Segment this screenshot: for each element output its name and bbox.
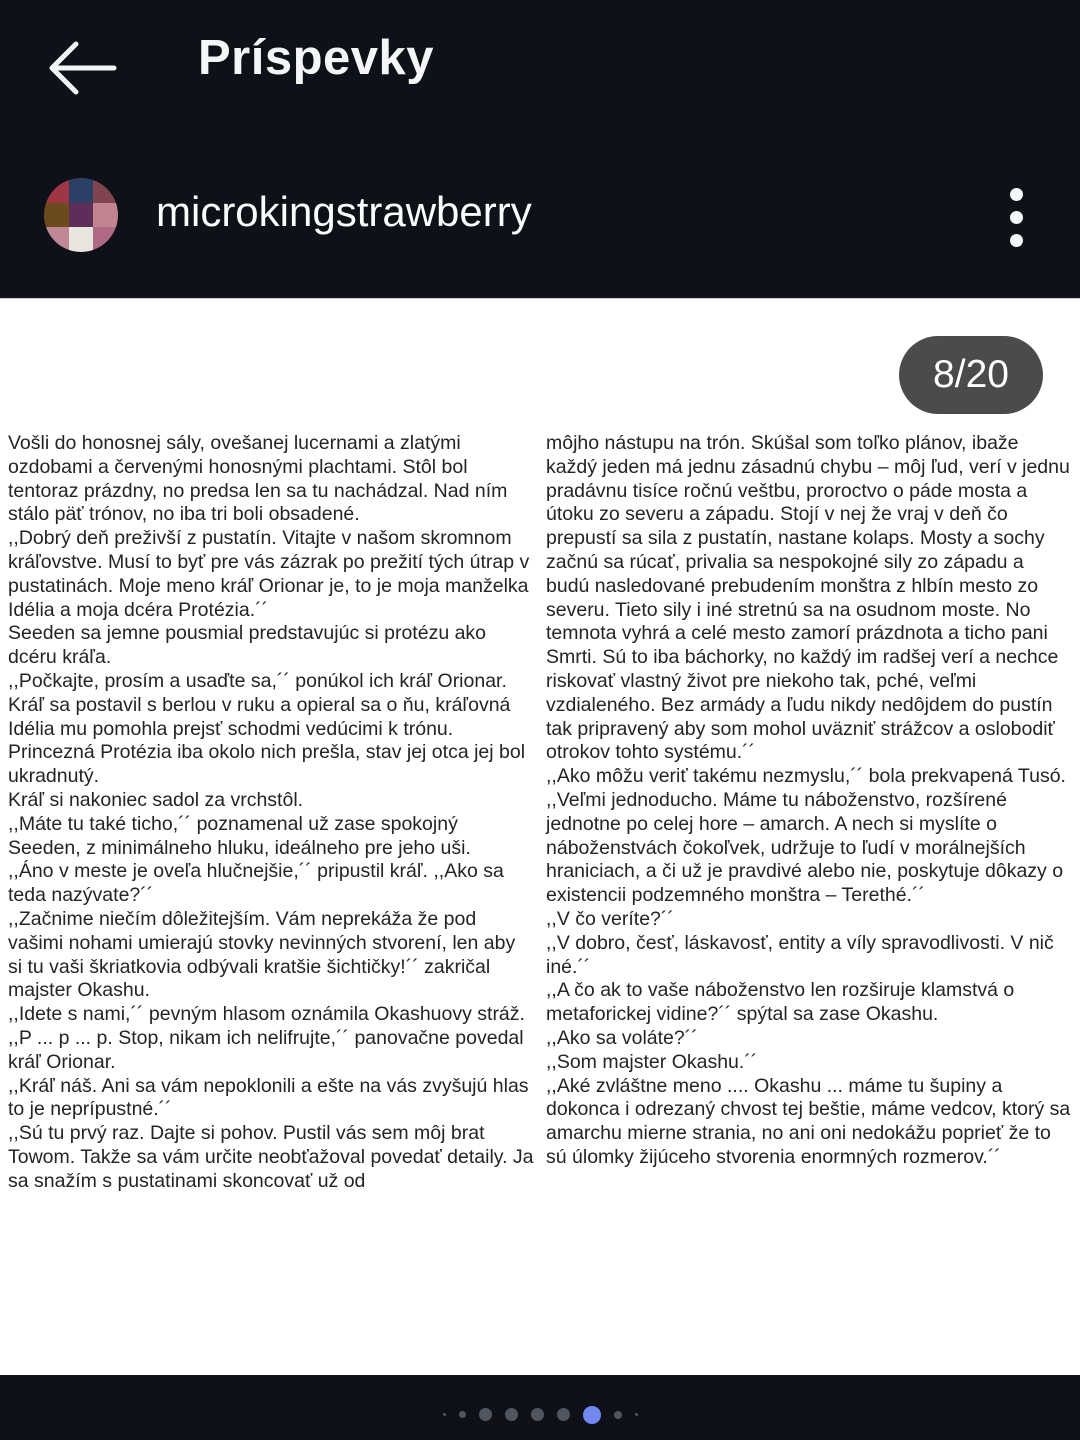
carousel-dot xyxy=(479,1408,492,1421)
carousel-dot xyxy=(635,1413,638,1416)
more-options-button[interactable] xyxy=(992,184,1040,250)
back-button[interactable] xyxy=(42,36,120,100)
avatar-collage-cell xyxy=(93,227,118,252)
avatar-collage-cell xyxy=(93,203,118,228)
paragraph: ,,Sú tu prvý raz. Dajte si pohov. Pustil vás sem môj brat Towom. Takže sa vám určite neobťažoval povedať detaily. Ja sa snažím s pustatinami skoncovať už od xyxy=(8,1122,534,1192)
carousel-dot xyxy=(614,1411,622,1419)
avatar-collage-cell xyxy=(69,203,94,228)
post-header xyxy=(0,176,1080,256)
avatar[interactable] xyxy=(44,178,118,252)
text-column-right xyxy=(546,432,1072,1194)
page-title: Príspevky xyxy=(198,31,435,85)
paragraph: môjho nástupu na trón. Skúšal som toľko plánov, ibaže každý jeden má jednu zásadnú chybu – môj ľud, verí v jednu pradávnu tisíce ročnú veštbu, proroctvo o páde mosta a útoku zo severu a západu. Stojí v nej že vraj v deň čo prepustí sa sila z pustatín, nastane kolaps. Mosty a sochy začnú sa rúcať, privalia sa nespokojné sily zo západu a budú nasledované prebudením monštra z hlbín mesto zo severu. Tieto sily i iné stretnú sa na osudnom moste. No temnota vyhrá a celé mesto zamorí prázdnota a ticho pani Smrti. Sú to iba báchorky, no každý im radšej verí a nechce riskovať vlastný život pre niekoho tak, pché, veľmi vzdialeného. Bez armády a ľudu nikdy nedôjdem do pustín tak pripravený aby som mohol uväzniť strážcov a oslobodiť otrokov tohto systému.´´ xyxy=(546,432,1070,764)
paragraph: ,,P ... p ... p. Stop, nikam ich nelifrujte,´´ panovačne povedal kráľ Orionar. xyxy=(8,1026,524,1073)
avatar-collage-cell xyxy=(44,178,69,203)
avatar-collage-cell xyxy=(44,203,69,228)
username[interactable]: microkingstrawberry xyxy=(156,188,532,235)
paragraph: ,,Áno v meste je oveľa hlučnejšie,´´ pripustil kráľ. ,,Ako sa teda nazývate?´´ xyxy=(8,860,504,907)
carousel-dot xyxy=(459,1411,466,1418)
top-bar xyxy=(0,0,1080,298)
bottom-bar xyxy=(0,1375,1080,1440)
paragraph: ,,Som majster Okashu.´´ xyxy=(546,1050,758,1073)
paragraph: ,,Počkajte, prosím a usaďte sa,´´ ponúkol ich kráľ Orionar. xyxy=(8,669,507,692)
paragraph: ,,Veľmi jednoducho. Máme tu náboženstvo, rozšírené jednotne po celej hore – amarch. A nech si myslíte o náboženstvách čokoľvek, udržuje to ľudí v morálnejších hraniciach, a či už je pravdivé alebo nie, poskytuje dôkazy o existencii podzemného monštra – Terethé.´´ xyxy=(546,788,1064,907)
paragraph: Seeden sa jemne pousmial predstavujúc si protézu ako dcéru kráľa. xyxy=(8,622,487,669)
paragraph: ,,Dobrý deň preživší z pustatín. Vitajte v našom skromnom kráľovstve. Musí to byť pre vás zázrak po prežití tých útrap v pustatinách. Moje meno kráľ Orionar je, to je moja manželka Idélia a moja dcéra Protézia.´´ xyxy=(8,527,530,621)
post-image[interactable] xyxy=(0,298,1080,1375)
paragraph: ,,V čo veríte?´´ xyxy=(546,907,674,930)
carousel-dot xyxy=(531,1408,544,1421)
paragraph: ,,Ako sa voláte?´´ xyxy=(546,1026,698,1049)
paragraph: ,,Začnime niečím dôležitejším. Vám neprekáža že pod vašimi nohami umierajú stovky nevinných stvorení, len aby si tu vaši škriatkovia odbývali kratšie šichtičky!´´ zakričal majster Okashu. xyxy=(8,907,516,1002)
avatar-collage-cell xyxy=(69,227,94,252)
carousel-dots xyxy=(443,1406,638,1424)
text-column-left xyxy=(8,432,534,1194)
carousel-counter-badge: 8/20 xyxy=(899,336,1043,414)
carousel-dot xyxy=(443,1413,446,1416)
paragraph: ,,A čo ak to vaše náboženstvo len rozširuje klamstvá o metaforickej vidine?´´ spýtal sa zase Okashu. xyxy=(546,979,1015,1026)
paragraph: ,,Máte tu také ticho,´´ poznamenal už zase spokojný Seeden, z minimálneho hluku, ideálneho pre jeho uši. xyxy=(8,812,471,859)
avatar-collage-cell xyxy=(93,178,118,203)
kebab-menu-icon xyxy=(1010,188,1023,201)
paragraph: ,,Aké zvláštne meno .... Okashu ... máme tu šupiny a dokonca i odrezaný chvost tej beštie, máme vedcov, ktorý sa amarchu mierne strania, no ani oni nedokážu poprieť že to sú úlomky žijúceho stvorenia enormných rozmerov.´´ xyxy=(546,1074,1071,1168)
paragraph: Kráľ si nakoniec sadol za vrchstôl. xyxy=(8,788,304,811)
avatar-collage-cell xyxy=(69,178,94,203)
paragraph: Kráľ sa postavil s berlou v ruku a opieral sa o ňu, kráľovná Idélia mu pomohla prejsť schodmi vedúcimi k trónu. Princezná Protézia iba okolo nich prešla, stav jej otca jej bol ukradnutý. xyxy=(8,693,526,788)
back-arrow-icon xyxy=(42,88,120,103)
paragraph: Vošli do honosnej sály, ovešanej lucernami a zlatými ozdobami a červenými honosnými plachtami. Stôl bol tentoraz prázdny, no predsa len sa tu nachádzal. Nad ním stálo päť trónov, no iba tri boli obsadené. xyxy=(8,432,508,526)
paragraph: ,,Ako môžu veriť takému nezmyslu,´´ bola prekvapená Tusó. xyxy=(546,765,1066,788)
kebab-menu-icon xyxy=(1010,211,1023,224)
carousel-dot xyxy=(557,1408,570,1421)
kebab-menu-icon xyxy=(1010,234,1023,247)
carousel-dot-active xyxy=(583,1406,601,1424)
paragraph: ,,Idete s nami,´´ pevným hlasom oznámila Okashuovy stráž. xyxy=(8,1003,525,1026)
paragraph: ,,V dobro, česť, láskavosť, entity a víly spravodlivosti. V nič iné.´´ xyxy=(546,931,1054,978)
avatar-collage xyxy=(44,178,118,252)
carousel-dot xyxy=(505,1408,518,1421)
story-text xyxy=(8,432,1072,1194)
paragraph: ,,Kráľ náš. Ani sa vám nepoklonili a ešte na vás zvyšujú hlas to je neprípustné.´´ xyxy=(8,1074,529,1121)
avatar-collage-cell xyxy=(44,227,69,252)
